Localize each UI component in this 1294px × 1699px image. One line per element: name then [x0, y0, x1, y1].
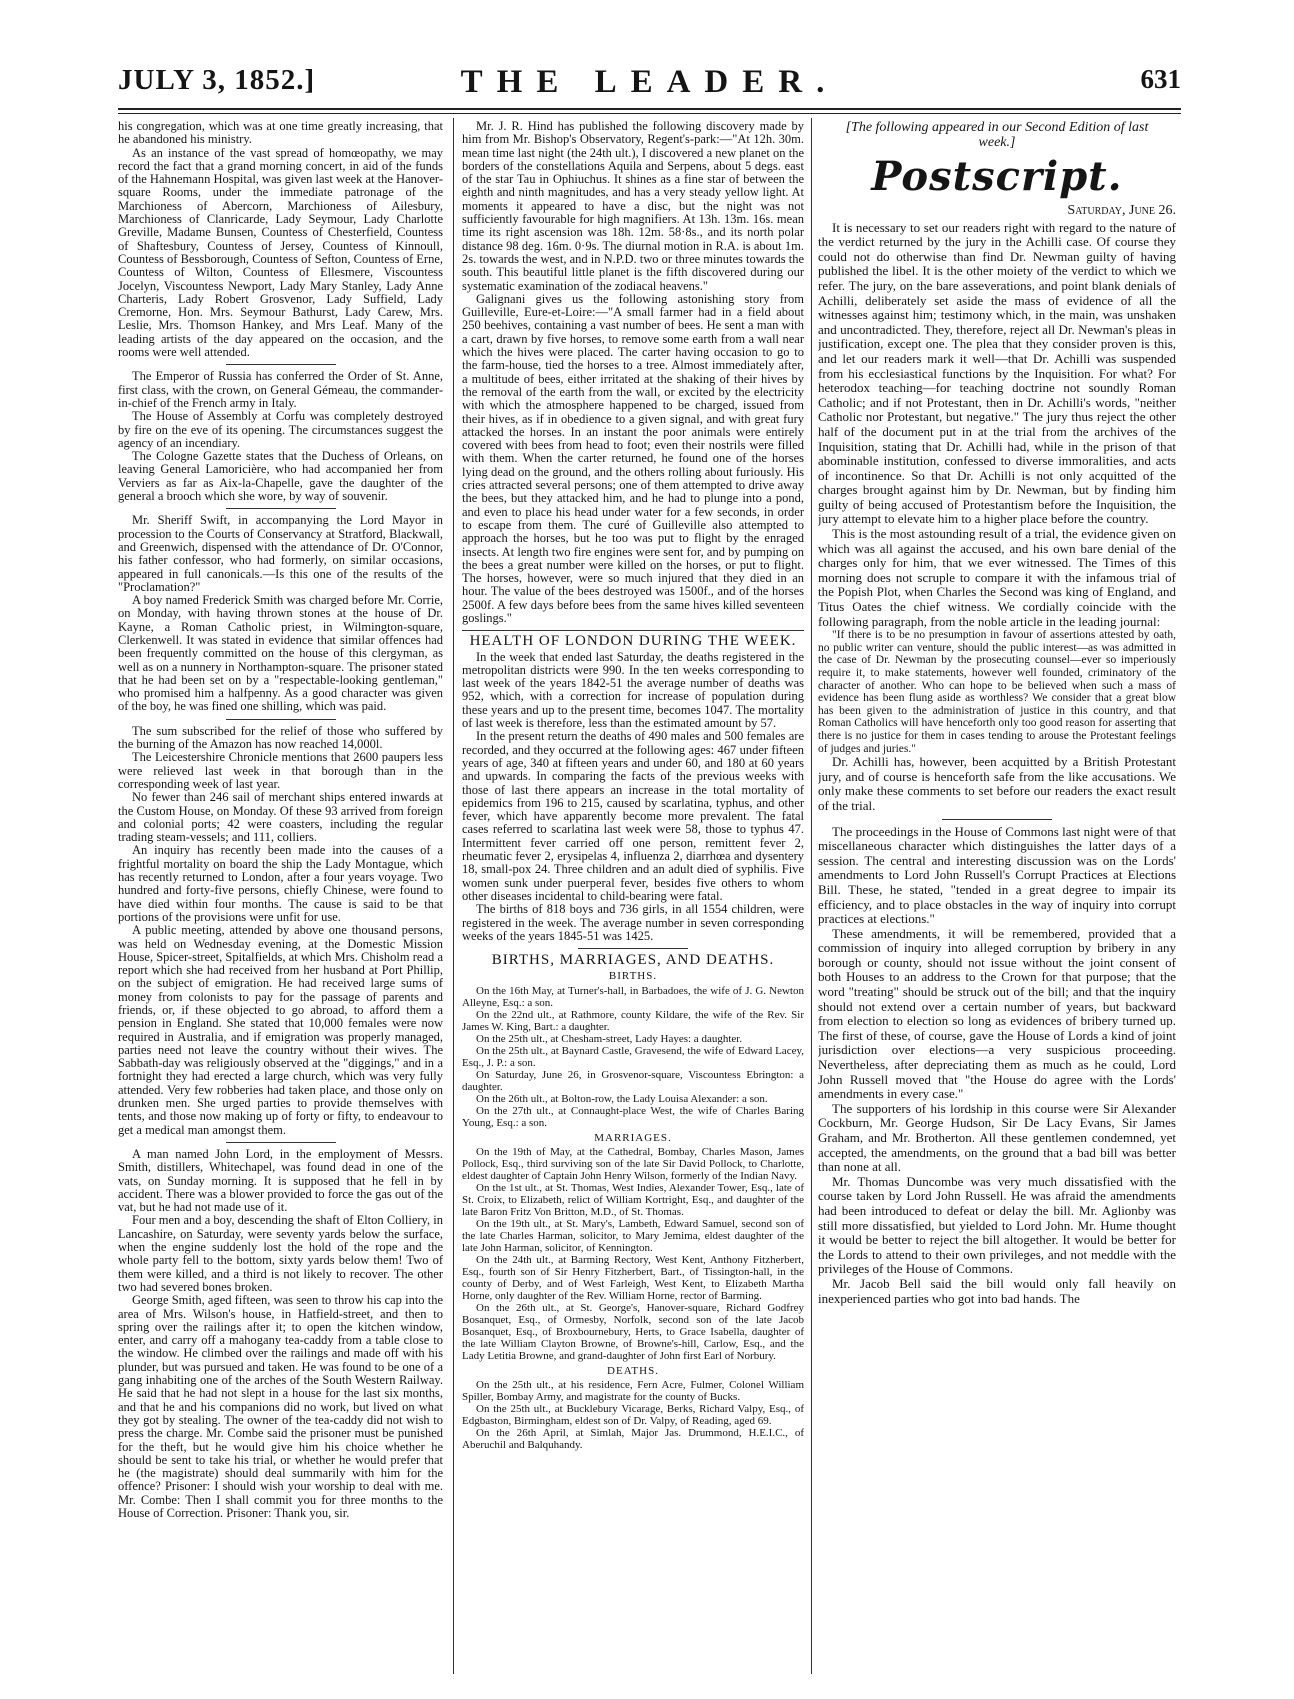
separator: [226, 1142, 336, 1143]
quotation: "If there is to be no presumption in favour of assertions attested by oath, no public writer can venture, should the public interest—as was admitted in the case of Dr. Newman by the prosecuting counsel—ever so imperiously require it, to make statements, however well founded, criminatory of the character of another. Who can hope to be believed when such a mass of evidence has been flung aside as worthless? We consider that a great blow has been given to the administration of justice in this country, and that Roman Catholics will have henceforth only too good reason for asserting that there is no justice for them in cases tending to arouse the Protestant feelings of judges and juries.": [818, 629, 1176, 755]
paragraph: Dr. Achilli has, however, been acquitted by a British Protestant jury, and of course is henceforth safe from the like accusations. We only make these comments to set before our readers the exact result of the trial.: [818, 754, 1176, 813]
issue-date: JULY 3, 1852.]: [118, 64, 316, 96]
dateline: Saturday, June 26.: [1067, 203, 1176, 218]
separator: [942, 819, 1052, 820]
notice: On the 24th ult., at Barming Rectory, West Kent, Anthony Fitzherbert, Esq., fourth son of Sir Henry Fitzherbert, Bart., of Tissington-hall, in the county of Derby, and of West Farleigh, West Kent, to Elizabeth Martha Horne, only daughter of the Rev. William Horne, rector of Barming.: [462, 1254, 804, 1302]
paragraph: This is the most astounding result of a trial, the evidence given on which was all against the accused, and his own bare denial of the charges only for him, that we ever witnessed. The Times of this morning does not scruple to compare it with the infamous trial of the Popish Plot, when Charles the Second was king of England, and Titus Oates the chief witness. We cordially coincide with the following paragraph, from the noble article in the leading journal:: [818, 526, 1176, 629]
newspaper-title: THE LEADER.: [460, 64, 839, 100]
paragraph: In the present return the deaths of 490 males and 500 females are recorded, and they occurred at the following ages: 467 under fifteen years of age, 340 at fifteen years and under 60, and 180 at 60 years and upwards. In comparing the facts of the previous weeks with those of last there appears an increase in the total mortality of epidemics from 196 to 215, caused by scarlatina, typhus, and other fever, which have apparently become more prevalent. The fatal cases referred to scarlatina last week were 58, those to typhus 47. Intermittent fever carried off one person, remittent fever 2, rheumatic fever 2, erysipelas 4, influenza 2, diarrhœa and dysentery 18, small-pox 24. Three children and an adult died of syphilis. Five women sunk under puerperal fever, besides five others to whom other diseases incidental to child-bearing were fatal.: [462, 729, 804, 903]
separator: [226, 508, 336, 509]
paragraph: It is necessary to set our readers right with regard to the nature of the verdict returned by the jury in the Achilli case. Of course they could not do otherwise than find Dr. Newman guilty of having published the libel. It is the other moiety of the verdict to which we refer. The jury, on the bare asseverations, and point blank denials of Achilli, deliberately set aside the mass of evidence of all the witnesses against him; testimony which, in the main, was unshaken and uncontradicted. They, therefore, reject all Dr. Newman's pleas in justification, except one. The plea that they consider proven is this, and let our readers mark it well—that Dr. Achilli was suspended from his ecclesiastical functions by the Inquisition. For what? For heterodox teaching—for teaching doctrine not soundly Roman Catholic; and if not Protestant, then in Dr. Achilli's words, "neither Catholic nor Protestant, but negative." The jury thus reject the other half of the document put in at the trial from the archives of the Inquisition, stating that Dr. Achilli had, while in the prison of that abominable institution, confessed to diverse immoralities, and acts of incontinence. So that Dr. Achilli is not only acquitted of the charges brought against him by Dr. Newman, but by finding him guilty of being accused of Protestantism before the Inquisition, the jury attempt to elevate him to a higher place before the country.: [818, 219, 1176, 527]
paragraph: Galignani gives us the following astonishing story from Guilleville, Eure-et-Loire:—"A small farmer had in a field about 250 beehives, containing a vast number of bees. He sent a man with a cart, drawn by five horses, to remove some earth from a wall near which the hives were placed. The carter having occasion to go to the farm-house, tied the horses to a tree. Almost immediately after, a multitude of bees, either irritated at the shaking of their hives by the removal of the earth from the wall, or excited by the electricity with which the atmosphere happened to be charged, issued from their hives, as if in obedience to a given signal, and with great fury attacked the horses. In an instant the poor animals were entirely covered with bees from head to foot; even their nostrils were filled with them. When the carter returned, he found one of the horses lying dead on the ground, and the others rolling about furiously. His cries attracted several persons; one of them attempted to drive away the bees, but they attacked him, and he had to plunge into a pond, and even to place his head under water for a few seconds, in order to escape from them. The curé of Guilleville also attempted to approach the horses, but he too was put to flight by the enraged insects. At length two fire engines were sent for, and by pumping on the bees a great number were killed on the horses, or put to flight. The horses, however, were so much injured that they died in an hour. The value of the bees destroyed was 1500f., and of the horses 2500f. A few days before bees from the same hives killed seventeen goslings.": [462, 291, 804, 625]
separator: [578, 948, 688, 949]
paragraph: The supporters of his lordship in this course were Sir Alexander Cockburn, Mr. George Hudson, Sir De Lacy Evans, Sir James Graham, and Mr. Brotherton. All these gentlemen condemned, yet accepted, the amendments, on the ground that a bad bill was better than none at all.: [818, 1100, 1176, 1175]
separator: [462, 630, 804, 631]
paragraph: The Emperor of Russia has conferred the Order of St. Anne, first class, with the crown, on General Gémeau, the commander-in-chief of the French army in Italy.: [118, 369, 443, 410]
paragraph: George Smith, aged fifteen, was seen to throw his cap into the area of Mrs. Wilson's house, in Hatfield-street, and then to spring over the railings after it; to open the kitchen window, enter, and carry off a mahogany tea-caddy from a table close to the window. He climbed over the railings and made off with his plunder, but was pursued and taken. He was found to be one of a gang inhabiting one of the arches of the South Western Railway. He said that he had not slept in a house for the last six months, and that he and his companions did no work, but lived on what they got by stealing. The owner of the tea-caddy did not wish to press the charge. Mr. Combe said the prisoner must be punished for the theft, but he would give him his choice whether he should be sent to take his trial, or whether he would prefer that he (the magistrate) should deal summarily with him for the offence? Prisoner: I should wish your worship to deal with me. Mr. Combe: Then I shall commit you for three months to the House of Correction. Prisoner: Thank you, sir.: [118, 1293, 443, 1520]
paragraph: These amendments, it will be remembered, provided that a commission of inquiry into alleged corruption by bribery in any borough or county, should not issue without the joint consent of both Houses to an address to the Crown for that purpose; that the word "treating" should be struck out of the bill; and that the inquiry should not extend over a certain number of years, but backward from election to election so long as evidences of bribery turned up. The first of these, of course, gave the House of Lords a kind of joint jurisdiction over elections—a very suspicious proceeding. Nevertheless, after depreciating them as much as he could, Lord John Russell moved that "the House do agree with the Lords' amendments in every case.": [818, 925, 1176, 1102]
paragraph: Mr. J. R. Hind has published the following discovery made by him from Mr. Bishop's Observatory, Regent's-park:—"At 12h. 30m. mean time last night (the 24th ult.), I discovered a new planet on the borders of the constellations Aquila and Serpens, about 5 degs. east of the star Tau in Ophiuchus. It shines as a fine star of between the eighth and ninth magnitudes, and has a very steady yellow light. At moments it appeared to have a disc, but the night was not sufficiently favourable for high magnifiers. At 13h. 13m. 16s. mean time its right ascension was 18h. 12m. 58·8s., and its north polar distance 98 deg. 16m. 0·9s. The diurnal motion in R.A. is about 1m. 2s. towards the west, and in N.P.D. two or three minutes towards the south. This beautiful little planet is the fifth discovered during our systematic examination of the zodiacal heavens.": [462, 120, 804, 293]
page-number: 631: [1140, 64, 1181, 94]
column-divider: [453, 118, 454, 1674]
paragraph: In the week that ended last Saturday, the deaths registered in the metropolitan districts were 990. In the ten weeks corresponding to last week of the years 1842-51 the average number of deaths was 952, which, with a correction for increase of population during these years and up to the present time, becomes 1047. The mortality of last week is therefore, less than the estimated amount by 57.: [462, 649, 804, 731]
paragraph: The Cologne Gazette states that the Duchess of Orleans, on leaving General Lamoricière, who had accompanied her from Verviers as far as Aix-la-Chapelle, gave the daughter of the general a brooch which she wore, by way of souvenir.: [118, 449, 443, 504]
notice: On the 19th of May, at the Cathedral, Bombay, Charles Mason, James Pollock, Esq., third surviving son of the late Sir David Pollock, to Charlotte, eldest daughter of Captain John Henry Wilson, formerly of the Indian Navy.: [462, 1146, 804, 1182]
paragraph: The proceedings in the House of Commons last night were of that miscellaneous character which distinguishes the latter days of a session. The central and interesting discussion was on the Lords' amendments to Lord John Russell's Corrupt Practices at Elections Bill. These, he stated, "tended in a great degree to impair its efficiency, and to place obstacles in the way of inquiry into corrupt practices at elections.": [818, 823, 1176, 927]
notice: On the 25th ult., at his residence, Fern Acre, Fulmer, Colonel William Spiller, Bombay Army, and magistrate for the county of Bucks.: [462, 1379, 804, 1404]
paragraph: A boy named Frederick Smith was charged before Mr. Corrie, on Monday, with having thrown stones at the house of Dr. Kayne, a Roman Catholic priest, in Wilmington-square, Clerkenwell. It was stated in evidence that similar offences had been frequently committed on the house of this clergyman, as well as on a nunnery in Northampton-square. The prisoner stated that he had been set on by a "respectable-looking gentleman," who promised him a halfpenny. As a good character was given of the boy, he was fined one shilling, which was paid.: [118, 593, 443, 714]
notice: On the 19th ult., at St. Mary's, Lambeth, Edward Samuel, second son of the late Charles Harman, solicitor, to Mary Jemima, eldest daughter of the late John Harman, solicitor, of Kennington.: [462, 1218, 804, 1254]
header-rule-thin: [118, 113, 1181, 114]
paragraph: his congregation, which was at one time greatly increasing, that he abandoned his ministry.: [118, 120, 443, 147]
paragraph: Mr. Sheriff Swift, in accompanying the Lord Mayor in procession to the Courts of Conservancy at Stratford, Blackwall, and Greenwich, dispensed with the attendance of Dr. O'Connor, his father confessor, who had formerly, on similar occasions, appeared in full canonicals.—Is this one of the results of the "Proclamation?": [118, 513, 443, 594]
subsection-heading: DEATHS.: [607, 1365, 659, 1377]
header-rule: [118, 108, 1181, 110]
column-3: [818, 120, 1176, 1675]
notice: On the 26th ult., at Bolton-row, the Lady Louisa Alexander: a son.: [476, 1092, 768, 1105]
subsection-heading: MARRIAGES.: [594, 1131, 672, 1144]
notice: On the 22nd ult., at Rathmore, county Kildare, the wife of the Rev. Sir James W. King, Bart.: a daughter.: [462, 1008, 804, 1033]
paragraph: The House of Assembly at Corfu was completely destroyed by fire on the eve of its opening. The circumstances suggest the agency of an incendiary.: [118, 409, 443, 450]
column-divider: [811, 118, 812, 1674]
section-heading: BIRTHS, MARRIAGES, AND DEATHS.: [491, 952, 775, 969]
separator: [226, 719, 336, 720]
notice: On the 16th May, at Turner's-hall, in Barbadoes, the wife of J. G. Newton Alleyne, Esq.: a son.: [462, 984, 804, 1009]
paragraph: An inquiry has recently been made into the causes of a frightful mortality on board the ship the Lady Montague, which has recently returned to London, after a four years voyage. Two hundred and forty-five persons, chiefly Chinese, were found to have died within four months. The cause is said to be that portions of the provisions were unfit for use.: [118, 843, 443, 924]
notice: On the 26th ult., at St. George's, Hanover-square, Richard Godfrey Bosanquet, Esq., of Ormesby, Norfolk, second son of the late Jacob Bosanquet, Esq., of Broxbournebury, Herts, to Grace Isabella, daughter of the late William Clayton Browne, of Browne's-hill, Carlow, Esq., and the Lady Letitia Browne, and grand-daughter of John first Earl of Norbury.: [462, 1302, 804, 1362]
paragraph: A public meeting, attended by above one thousand persons, was held on Wednesday evening, at the Domestic Mission House, Spicer-street, Spitalfields, at which Mrs. Chisholm read a report which she had received from her husband at Port Phillip, on the subject of emigration. He had received large sums of money from colonists to pay for the passage of parents and friends, or, if these objected to go abroad, to afford them a pension in England. She stated that 10,000 females were now required in Australia, and if emigration was properly managed, parties need not leave the country without their wives. The Sabbath-day was religiously observed at the "diggings," and in a fortnight they had erected a large church, which was very fully attended. Very few robberies had taken place, and those only on drunken men. She urged parties to provide themselves with tents, and those now making up of forty or fifty, to endeavour to get a medical man amongst them.: [118, 923, 443, 1137]
notice: On the 25th ult., at Baynard Castle, Gravesend, the wife of Edward Lacey, Esq., J. P.: a son.: [462, 1044, 804, 1069]
paragraph: Mr. Thomas Duncombe was very much dissatisfied with the course taken by Lord John Russell. He was afraid the amendments had been introduced to defeat or delay the bill. Mr. Aglionby was still more dissatisfied, but yielded to Lord John. Mr. Hume thought it would be better to reject the bill altogether. It would be better for the Lords to attend to their own privileges, and not meddle with the privileges of the House of Commons.: [818, 1173, 1176, 1277]
edition-note: [The following appeared in our Second Edition of last week.]: [845, 120, 1149, 150]
notice: On the 25th ult., at Chesham-street, Lady Hayes: a daughter.: [476, 1032, 743, 1045]
paragraph: A man named John Lord, in the employment of Messrs. Smith, distillers, Whitechapel, was found dead in one of the vats, on Sunday morning. It is supposed that he fell in by accident. There was a blower provided to force the gas out of the vat, but he had not made use of it.: [118, 1146, 443, 1215]
separator: [226, 364, 336, 365]
notice: On the 25th ult., at Bucklebury Vicarage, Berks, Richard Valpy, Esq., of Edgbaston, Birmingham, eldest son of Dr. Valpy, of Reading, aged 69.: [462, 1403, 804, 1428]
notice: On the 27th ult., at Connaught-place West, the wife of Charles Baring Young, Esq.: a son.: [462, 1104, 804, 1129]
section-heading: HEALTH OF LONDON DURING THE WEEK.: [469, 633, 797, 650]
column-1: [118, 120, 443, 1675]
paragraph: As an instance of the vast spread of homœopathy, we may record the fact that a grand morning concert, in aid of the funds of the Hahnemann Hospital, was given last week at the Hanover-square Rooms, under the immediate patronage of the Marchioness of Abercorn, Marchioness of Ailesbury, Marchioness of Clanricarde, Lady Seymour, Lady Charlotte Greville, Madame Bunsen, Countess of Chesterfield, Countess of Shaftesbury, Countess of Jersey, Countess of Kinnoull, Countess of Bessborough, Countess of Sefton, Countess of Erne, Countess of Wilton, Countess of Ellesmere, Viscountess Jocelyn, Viscountess Newport, Lady Mary Stanley, Lady Anne Charteris, Lady Robert Grosvenor, Lady Suffield, Lady Cremorne, Hon. Mrs. Seymour Bathurst, Lady Carew, Mrs. Leslie, Mrs. Thomson Hankey, and Mrs Leaf. Many of the leading artists of the day appeared on the occasion, and the rooms were well attended.: [118, 145, 443, 360]
notice: On the 26th April, at Simlah, Major Jas. Drummond, H.E.I.C., of Aberuchil and Balquhandy.: [462, 1427, 804, 1452]
paragraph: The Leicestershire Chronicle mentions that 2600 paupers less were relieved last week in that borough than in the corresponding week of last year.: [118, 750, 443, 791]
postscript-title: Postscript.: [871, 153, 1123, 200]
paragraph: The births of 818 boys and 736 girls, in all 1554 children, were registered in the week. The average number in seven corresponding weeks of the years 1845-51 was 1425.: [462, 902, 804, 943]
notice: On the 1st ult., at St. Thomas, West Indies, Alexander Tower, Esq., late of St. Croix, to Elizabeth, relict of William Kortright, Esq., and daughter of the late Baron Fritz Von Britton, M.D., of St. Thomas.: [462, 1182, 804, 1218]
paragraph: Mr. Jacob Bell said the bill would only fall heavily on inexperienced parties who got into bad hands. The: [818, 1275, 1176, 1306]
notice: On Saturday, June 26, in Grosvenor-square, Viscountess Ebrington: a daughter.: [462, 1068, 804, 1093]
masthead: [118, 58, 1181, 104]
paragraph: Four men and a boy, descending the shaft of Elton Colliery, in Lancashire, on Saturday, were seventy yards below the surface, when the engine suddenly lost the hold of the rope and the whole party fell to the bottom, sixty yards below them! Two of them were killed, and a third is not likely to recover. The other two had severed bones broken.: [118, 1213, 443, 1294]
subsection-heading: BIRTHS.: [608, 970, 658, 983]
paragraph: No fewer than 246 sail of merchant ships entered inwards at the Custom House, on Monday. Of these 93 arrived from foreign and colonial ports; 42 were coasters, including the regular trading steam-vessels; and 111, colliers.: [118, 790, 443, 845]
column-2: [462, 120, 804, 1675]
paragraph: The sum subscribed for the relief of those who suffered by the burning of the Amazon has now reached 14,000l.: [118, 723, 443, 752]
